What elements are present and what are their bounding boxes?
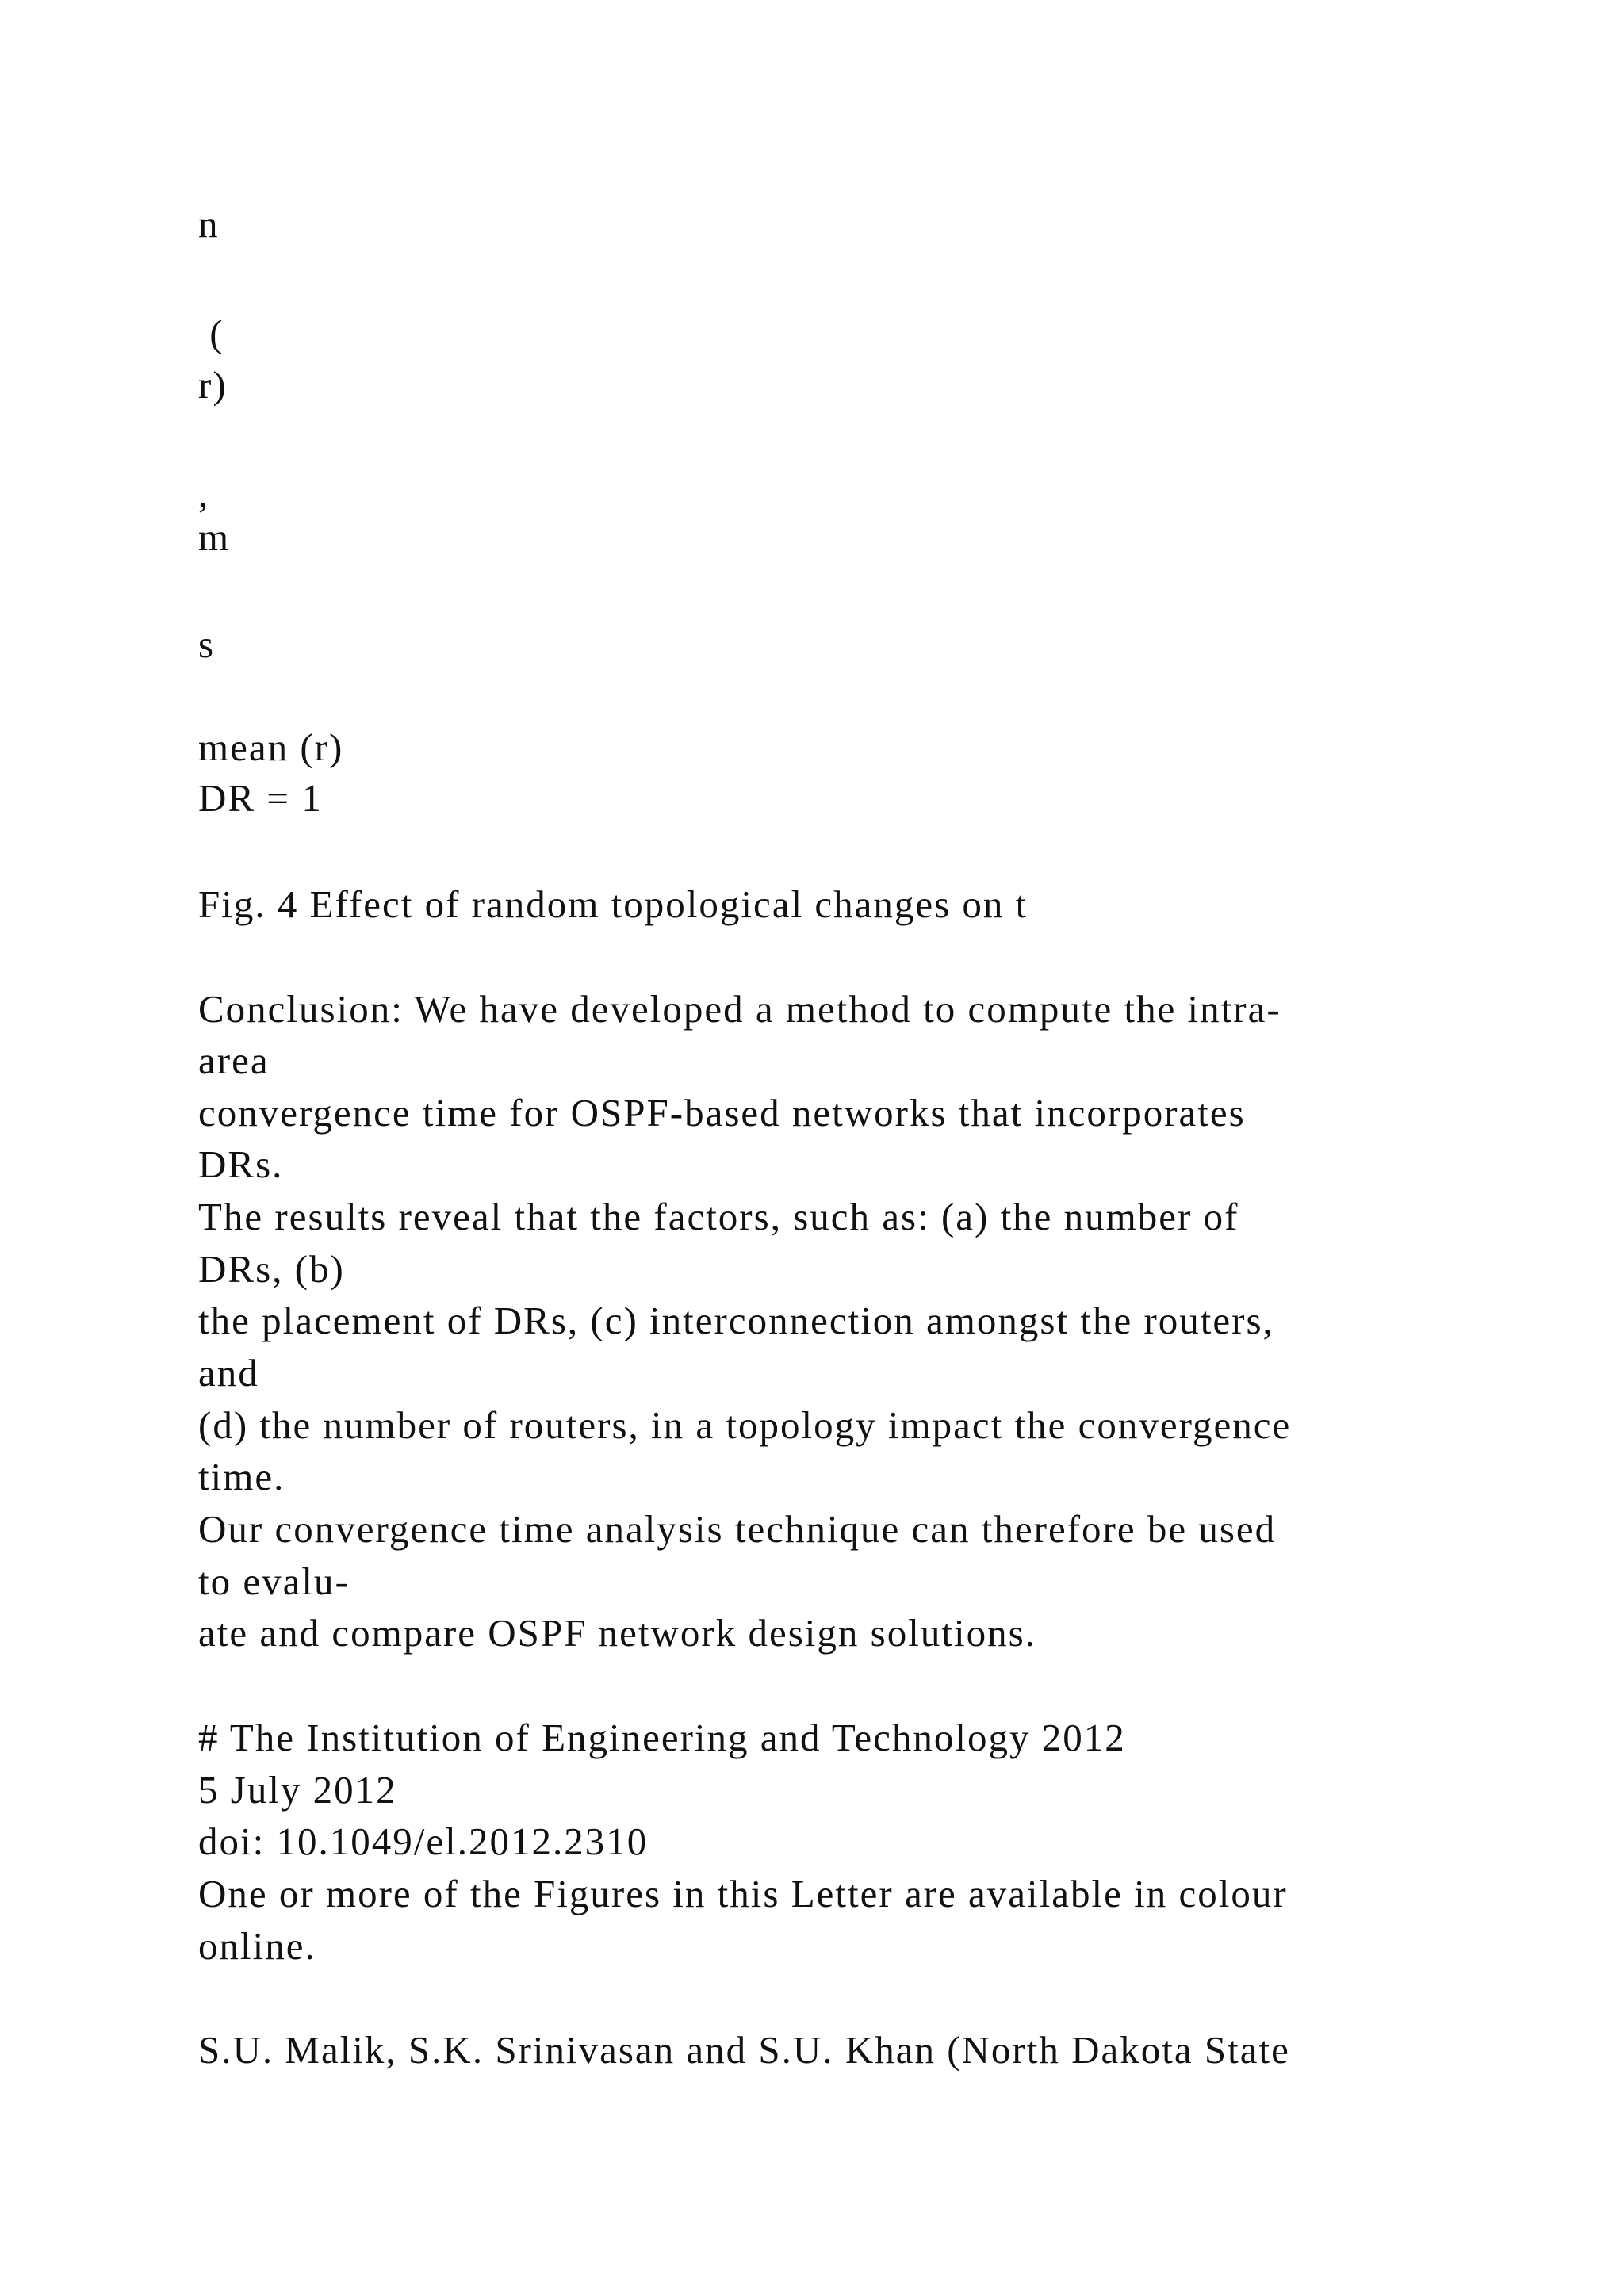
fragment-r-paren: r)	[198, 363, 228, 407]
conclusion-line: The results reveal that the factors, such as: (a) the number of	[198, 1195, 1239, 1238]
fragment-open-paren: (	[198, 312, 224, 355]
conclusion-line: to evalu-	[198, 1559, 350, 1603]
conclusion-line: the placement of DRs, (c) interconnection amongst the routers,	[198, 1299, 1274, 1342]
conclusion-line: Our convergence time analysis technique can therefore be used	[198, 1507, 1277, 1551]
conclusion-line: Conclusion: We have developed a method to compute the intra-	[198, 987, 1281, 1031]
figure-caption: Fig. 4 Effect of random topological changes on t	[198, 882, 1028, 926]
colour-note-line: One or more of the Figures in this Letter are available in colour	[198, 1872, 1288, 1915]
conclusion-line: ate and compare OSPF network design solutions.	[198, 1611, 1036, 1655]
conclusion-line: area	[198, 1039, 270, 1082]
conclusion-line: convergence time for OSPF-based networks that incorporates	[198, 1091, 1246, 1135]
conclusion-line: DRs, (b)	[198, 1247, 345, 1291]
conclusion-line: and	[198, 1351, 259, 1395]
fragment-m: m	[198, 515, 231, 559]
fragment-s: s	[198, 622, 216, 666]
conclusion-line: DRs.	[198, 1142, 284, 1186]
authors-line: S.U. Malik, S.K. Srinivasan and S.U. Khan (North Dakota State	[198, 2028, 1290, 2072]
fragment-comma: ,	[198, 472, 210, 515]
colour-note-line: online.	[198, 1924, 316, 1968]
doi-line: doi: 10.1049/el.2012.2310	[198, 1820, 649, 1863]
date-line: 5 July 2012	[198, 1768, 397, 1812]
conclusion-line: (d) the number of routers, in a topology impact the convergence	[198, 1403, 1292, 1447]
fragment-n: n	[198, 202, 220, 246]
fragment-mean-r: mean (r)	[198, 725, 344, 769]
conclusion-line: time.	[198, 1455, 285, 1498]
copyright-line: # The Institution of Engineering and Technology 2012	[198, 1716, 1126, 1759]
fragment-dr-eq-1: DR = 1	[198, 776, 323, 820]
